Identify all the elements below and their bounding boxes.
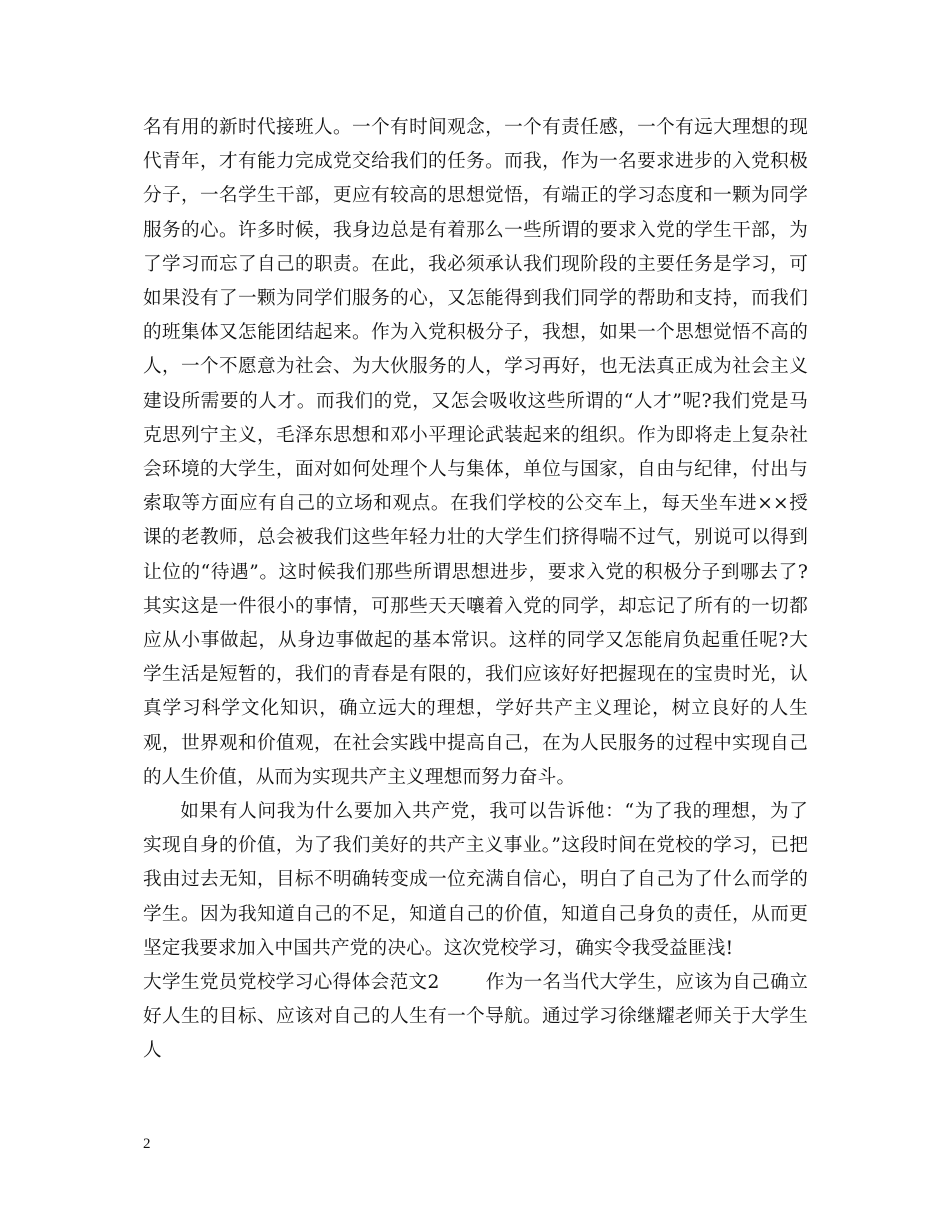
section-text: 作为一名当代大学生，应该为自己确立好人生的目标、应该对自己的人生有一个导航。通过学习徐继耀老师关于大学生人 — [143, 972, 808, 1062]
paragraph-continued: 名有用的新时代接班人。一个有时间观念，一个有责任感，一个有远大理想的现代青年，才有能力完成党交给我们的任务。而我，作为一名要求进步的入党积极分子，一名学生干部，更应有较高的思想觉悟，有端正的学习态度和一颗为同学服务的心。许多时候，我身边总是有着那么一些所谓的要求入党的学生干部，为了学习而忘了自己的职责。在此，我必须承认我们现阶段的主要任务是学习，可如果没有了一颗为同学们服务的心，又怎能得到我们同学的帮助和支持，而我们的班集体又怎能团结起来。作为入党积极分子，我想，如果一个思想觉悟不高的人，一个不愿意为社会、为大伙服务的人，学习再好，也无法真正成为社会主义建设所需要的人才。而我们的党，又怎会吸收这些所谓的“人才”呢?我们党是马克思列宁主义，毛泽东思想和邓小平理论武装起来的组织。作为即将走上复杂社会环境的大学生，面对如何处理个人与集体，单位与国家，自由与纪律，付出与索取等方面应有自己的立场和观点。在我们学校的公交车上，每天坐车进××授课的老教师，总会被我们这些年轻力壮的大学生们挤得喘不过气，别说可以得到让位的“待遇”。这时候我们那些所谓思想进步，要求入党的积极分子到哪去了?其实这是一件很小的事情，可那些天天嚷着入党的同学，却忘记了所有的一切都应从小事做起，从身边事做起的基本常识。这样的同学又怎能肩负起重任呢?大学生活是短暂的，我们的青春是有限的，我们应该好好把握现在的宝贵时光，认真学习科学文化知识，确立远大的理想，学好共产主义理论，树立良好的人生观，世界观和价值观，在社会实践中提高自己，在为人民服务的过程中实现自己的人生价值，从而为实现共产主义理想而努力奋斗。 — [143, 117, 808, 788]
section-title: 大学生党员党校学习心得体会范文2 — [143, 972, 440, 994]
paragraph-reason-for-joining: 如果有人问我为什么要加入共产党，我可以告诉他：“为了我的理想，为了实现自身的价值，为了我们美好的共产主义事业。”这段时间在党校的学习，已把我由过去无知，目标不明确转变成一位充满自信心，明白了自己为了什么而学的学生。因为我知道自己的不足，知道自己的价值，知道自己身负的责任，从而更坚定我要求加入中国共产党的决心。这次党校学习，确实令我受益匪浅! — [143, 801, 808, 959]
page-number: 2 — [143, 1136, 151, 1152]
section-paragraph — [143, 966, 808, 1069]
document-body — [143, 111, 808, 1069]
